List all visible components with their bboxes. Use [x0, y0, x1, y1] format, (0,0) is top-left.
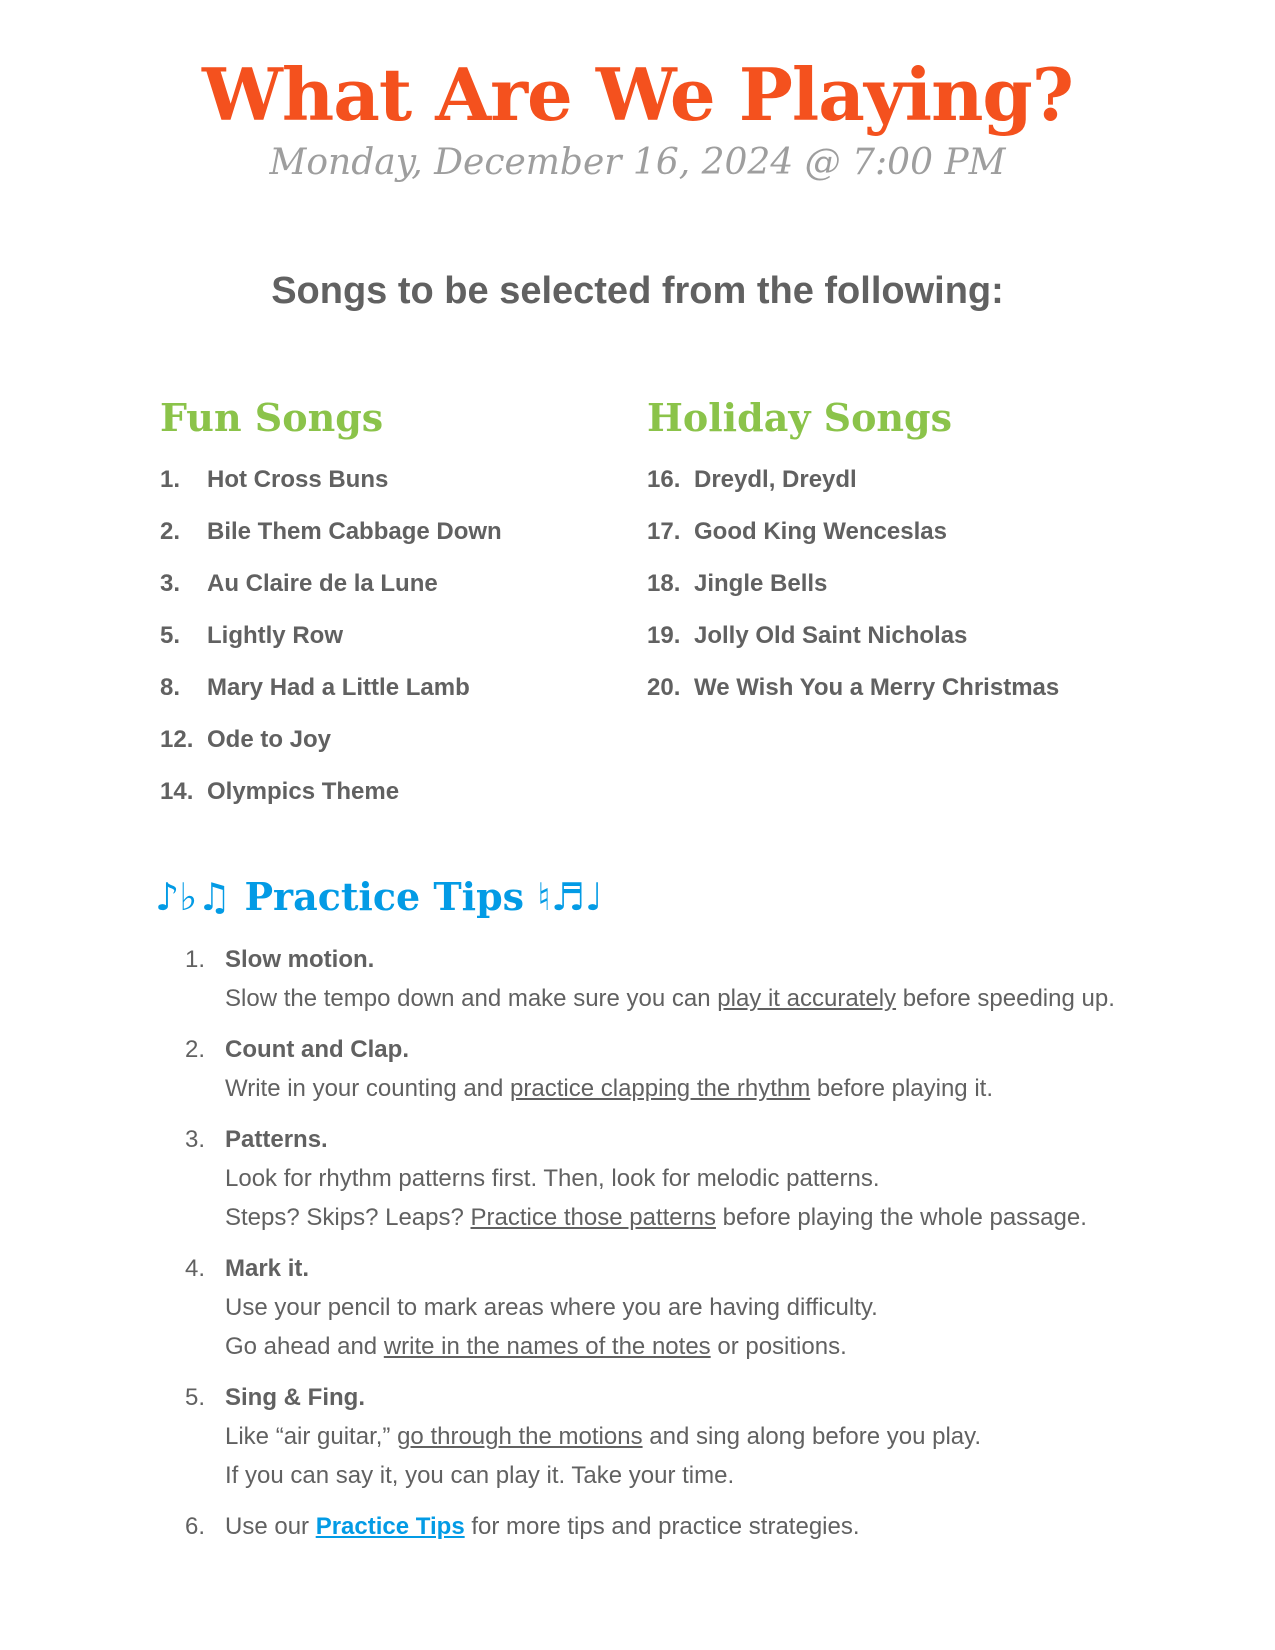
tip-link[interactable]: Practice those patterns	[470, 1204, 716, 1231]
tip-number: 3.	[185, 1126, 206, 1153]
tip-text-segment: before playing it.	[810, 1075, 993, 1102]
practice-tips-link[interactable]: Practice Tips	[315, 1513, 465, 1540]
song-title: We Wish You a Merry Christmas	[694, 674, 1060, 701]
song-title: Jingle Bells	[694, 570, 828, 597]
tip-text: If you can say it, you can play it. Take your time.	[225, 1462, 735, 1489]
tip-title: Count and Clap.	[225, 1036, 409, 1063]
tip-text-segment: and sing along before you play.	[642, 1423, 982, 1450]
tip-text	[225, 1198, 1120, 1237]
tip-text	[225, 1507, 1120, 1546]
tip-text-segment: Use our	[225, 1513, 316, 1540]
song-title: Au Claire de la Lune	[207, 570, 438, 597]
tip-text-segment: for more tips and practice strategies.	[464, 1513, 860, 1540]
tip-link[interactable]: practice clapping the rhythm	[510, 1075, 811, 1102]
list-item	[160, 766, 630, 818]
tip-number: 1.	[185, 946, 206, 973]
list-item	[647, 558, 1147, 610]
tip-link[interactable]: go through the motions	[397, 1423, 643, 1450]
list-item	[160, 940, 1120, 1018]
tip-text	[225, 1069, 1120, 1108]
list-item	[160, 610, 630, 662]
song-number: 19.	[647, 622, 681, 649]
tip-text-segment: before speeding up.	[896, 985, 1115, 1012]
tip-text: Look for rhythm patterns first. Then, look for melodic patterns.	[225, 1165, 880, 1192]
practice-tips-list	[160, 940, 1120, 1558]
song-title: Bile Them Cabbage Down	[207, 518, 502, 545]
song-title: Good King Wenceslas	[694, 518, 947, 545]
fun-songs-list	[160, 454, 630, 818]
list-item	[160, 1030, 1120, 1108]
page-title: What Are We Playing?	[202, 52, 1073, 137]
tip-text-segment: Like “air guitar,”	[225, 1423, 398, 1450]
song-number: 14.	[160, 778, 194, 805]
song-number: 18.	[647, 570, 681, 597]
song-number: 5.	[160, 622, 181, 649]
tip-link[interactable]: write in the names of the notes	[383, 1333, 711, 1360]
song-title: Hot Cross Buns	[207, 466, 389, 493]
holiday-songs-section	[647, 392, 1147, 714]
song-title: Ode to Joy	[207, 726, 332, 753]
tip-number: 5.	[185, 1384, 206, 1411]
list-item	[160, 1507, 1120, 1546]
list-item	[160, 506, 630, 558]
song-number: 20.	[647, 674, 681, 701]
list-item	[160, 558, 630, 610]
song-number: 17.	[647, 518, 681, 545]
holiday-songs-list	[647, 454, 1147, 714]
holiday-songs-heading: Holiday Songs	[647, 395, 953, 440]
song-title: Olympics Theme	[207, 778, 400, 805]
event-date-subtitle: Monday, December 16, 2024 @ 7:00 PM	[269, 142, 1006, 183]
tip-text-segment: Go ahead and	[225, 1333, 384, 1360]
list-item	[647, 506, 1147, 558]
song-number: 16.	[647, 466, 681, 493]
tip-title: Mark it.	[225, 1255, 310, 1282]
tip-text-segment: Write in your counting and	[225, 1075, 511, 1102]
list-item	[160, 1378, 1120, 1495]
tip-text-segment: Steps? Skips? Leaps?	[225, 1204, 471, 1231]
tip-text-segment: Slow the tempo down and make sure you can	[225, 985, 718, 1012]
list-item	[160, 1120, 1120, 1237]
fun-songs-section	[160, 392, 630, 818]
fun-songs-heading: Fun Songs	[160, 395, 384, 440]
tip-number: 6.	[185, 1513, 206, 1540]
tip-text-segment: or positions.	[710, 1333, 847, 1360]
list-item	[160, 714, 630, 766]
practice-tips-heading: ♪♭♫ Practice Tips ♮♬♩	[155, 874, 603, 919]
song-number: 1.	[160, 466, 181, 493]
list-item	[647, 610, 1147, 662]
list-item	[160, 454, 630, 506]
list-item	[647, 454, 1147, 506]
list-item	[160, 662, 630, 714]
list-item	[160, 1249, 1120, 1366]
tip-text-segment: before playing the whole passage.	[715, 1204, 1087, 1231]
song-number: 2.	[160, 518, 181, 545]
tip-text	[225, 979, 1120, 1018]
song-number: 12.	[160, 726, 194, 753]
song-title: Mary Had a Little Lamb	[207, 674, 470, 701]
tip-text	[225, 1417, 1120, 1456]
tip-title: Sing & Fing.	[225, 1384, 365, 1411]
list-item	[647, 662, 1147, 714]
song-title: Dreydl, Dreydl	[694, 466, 857, 493]
tip-title: Slow motion.	[225, 946, 375, 973]
tip-number: 2.	[185, 1036, 206, 1063]
intro-heading: Songs to be selected from the following:	[271, 270, 1004, 312]
song-number: 3.	[160, 570, 181, 597]
tip-number: 4.	[185, 1255, 206, 1282]
tip-text	[225, 1327, 1120, 1366]
song-number: 8.	[160, 674, 181, 701]
song-title: Lightly Row	[207, 622, 343, 649]
tip-text: Use your pencil to mark areas where you are having difficulty.	[225, 1294, 878, 1321]
song-title: Jolly Old Saint Nicholas	[694, 622, 968, 649]
tip-title: Patterns.	[225, 1126, 328, 1153]
tip-link[interactable]: play it accurately	[717, 985, 897, 1012]
